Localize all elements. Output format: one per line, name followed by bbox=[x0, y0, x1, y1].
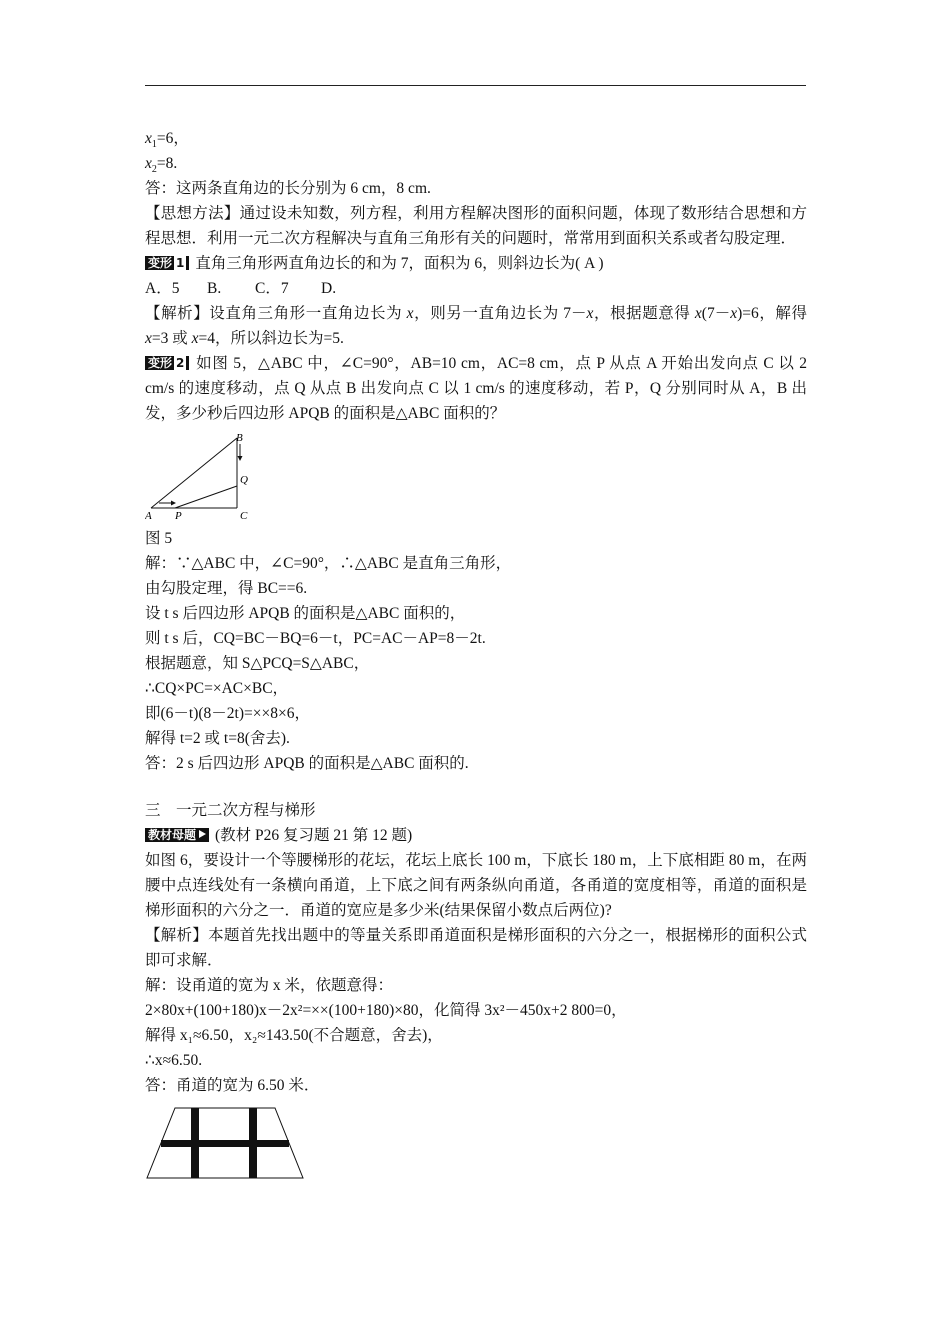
figure-6-trapezoid bbox=[145, 1106, 307, 1182]
textbook-question: 如图 6，要设计一个等腰梯形的花坛，花坛上底长 100 m，下底长 180 m，上下底相距 80 m，在两腰中点连线处有一条横向甬道，上下底之间有两条纵向甬道，各甬道的宽度相等，甬道的面积是梯形面积的六分之一．甬道的宽应是多少米(结果保留小数点后两位)? bbox=[145, 852, 807, 919]
solution-line: 设 t s 后四边形 APQB 的面积是△ABC 面积的， bbox=[145, 605, 466, 622]
label-a: A bbox=[145, 510, 152, 522]
choice-d: D. bbox=[321, 280, 337, 297]
textbook-analysis: 【解析】本题首先找出题中的等量关系即甬道面积是梯形面积的六分之一，根据梯形的面积公式即可求解． bbox=[145, 927, 807, 969]
textbook-solution-line: 解得 x₁≈6.50，x₂≈143.50(不合题意，舍去)， bbox=[145, 1027, 443, 1044]
choice-a: A．5 bbox=[145, 280, 180, 297]
textbook-solution-line: 解：设甬道的宽为 x 米，依题意得： bbox=[145, 977, 394, 994]
figure-5-caption: 图 5 bbox=[145, 530, 173, 547]
choice-b: B. bbox=[207, 280, 222, 297]
solution-line: 则 t s 后，CQ=BC－BQ=6－t，PC=AC－AP=8－2t. bbox=[145, 630, 486, 647]
header-rule bbox=[145, 85, 806, 86]
label-b: B bbox=[236, 432, 243, 444]
solution-line: 解得 t=2 或 t=8(舍去). bbox=[145, 730, 290, 747]
line-x1: $x_1=6$， bbox=[145, 130, 189, 151]
textbook-problem-header: 教材母题 (教材 P26 复习题 21 第 12 题) bbox=[145, 823, 807, 848]
solution-line: 答：2 s 后四边形 APQB 的面积是△ABC 面积的. bbox=[145, 755, 469, 772]
textbook-solution-line: ∴x≈6.50. bbox=[145, 1052, 203, 1069]
textbook-tag: 教材母题 bbox=[145, 828, 209, 842]
variant-1-question: 变形 1 直角三角形两直角边长的和为 7，面积为 6，则斜边长为( A ) bbox=[145, 251, 807, 276]
textbook-solution-line: 2×80x+(100+180)x－2x²=××(100+180)×80，化简得 3x²－450x+2 800=0， bbox=[145, 1002, 627, 1019]
variant-1-analysis: 【解析】设直角三角形一直角边长为 x，则另一直角边长为 7－x，根据题意得 x(7－x)=6，解得x=3 或 x=4，所以斜边长为=5. bbox=[145, 305, 807, 347]
document-body bbox=[145, 126, 807, 1182]
variant-2-tag: 变形 2 bbox=[145, 356, 189, 370]
figure-5-right-triangle bbox=[145, 432, 255, 522]
method-paragraph: 【思想方法】通过设未知数，列方程，利用方程解决图形的面积问题，体现了数形结合思想和方程思想．利用一元二次方程解决与直角三角形有关的问题时，常常用到面积关系或者勾股定理． bbox=[145, 205, 807, 247]
solution-line: 根据题意，知 S△PCQ=S△ABC， bbox=[145, 655, 370, 672]
label-c: C bbox=[240, 510, 248, 522]
solution-line: 即(6－t)(8－2t)=××8×6， bbox=[145, 705, 310, 722]
solution-line: ∴CQ×PC=×AC×BC， bbox=[145, 680, 289, 697]
label-q: Q bbox=[240, 474, 248, 486]
label-p: P bbox=[175, 510, 182, 522]
section-3-title: 三 一元二次方程与梯形 bbox=[145, 802, 316, 819]
variant-2-question: 变形 2 如图 5，△ABC 中，∠C=90°，AB=10 cm，AC=8 cm，点 P 从点 A 开始出发向点 C 以 2 cm/s 的速度移动，点 Q 从点 B 出发向点 C 以 1 cm/s 的速度移动，若 P，Q 分别同时从 A，B 出发，多少秒后四边形 APQB 的面积是△ABC 面积的？ bbox=[145, 355, 807, 422]
answer-1: 答：这两条直角边的长分别为 6 cm，8 cm. bbox=[145, 180, 431, 197]
solution-line: 解：∵△ABC 中，∠C=90°，∴△ABC 是直角三角形， bbox=[145, 555, 512, 572]
line-x2: $x_2=8$. bbox=[145, 155, 178, 176]
variant-1-tag: 变形 1 bbox=[145, 256, 189, 270]
solution-line: 由勾股定理，得 BC==6. bbox=[145, 580, 308, 597]
choice-c: C．7 bbox=[255, 280, 289, 297]
variant-1-choices bbox=[145, 276, 807, 301]
textbook-solution-line: 答：甬道的宽为 6.50 米． bbox=[145, 1077, 320, 1094]
play-icon bbox=[199, 830, 206, 838]
